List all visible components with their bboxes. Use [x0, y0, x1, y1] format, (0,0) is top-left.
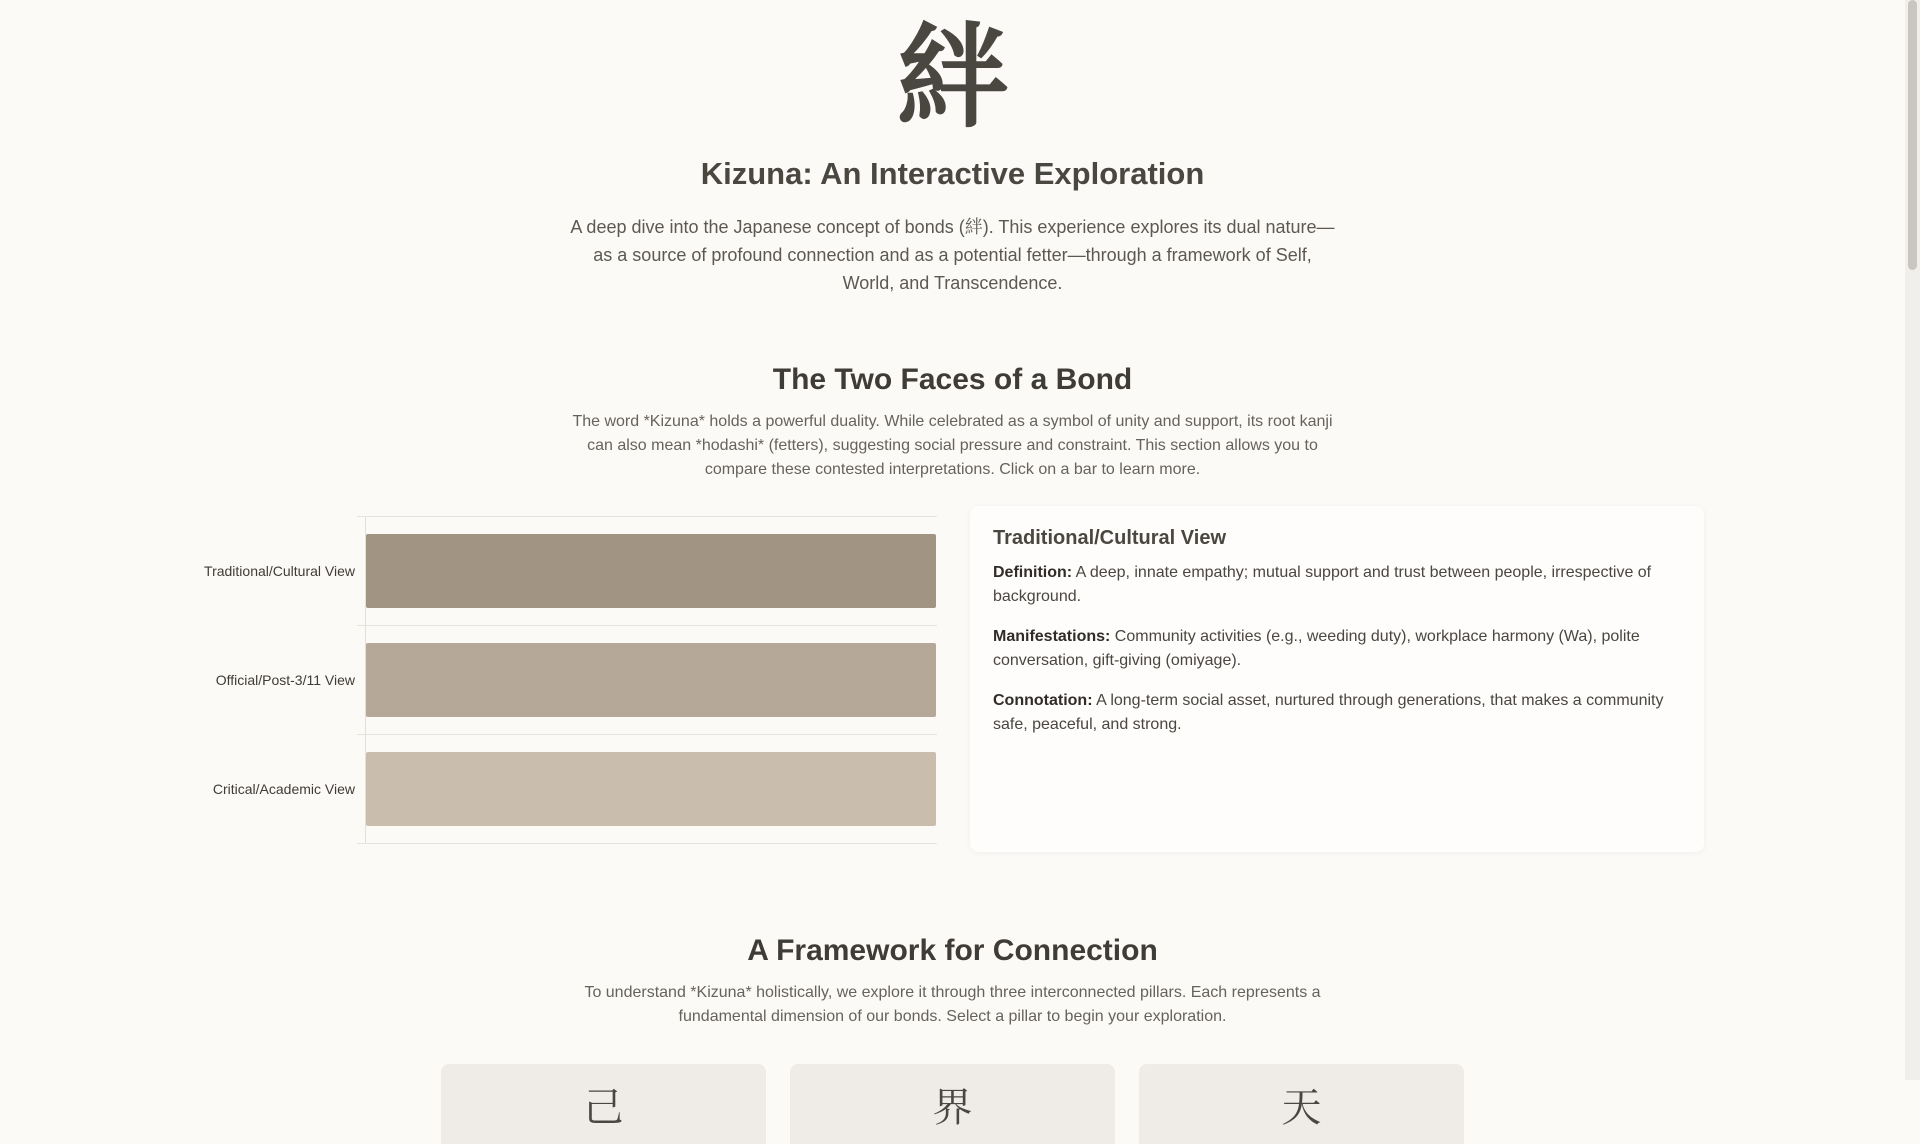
pillar-card-transcendence[interactable] — [1139, 1064, 1464, 1144]
two-faces-title: The Two Faces of a Bond — [772, 363, 1133, 396]
definition-label: Definition: — [993, 564, 1073, 581]
pillar-card-world[interactable] — [790, 1064, 1115, 1144]
chart-gridline — [357, 843, 937, 844]
interpretation-detail-card — [970, 506, 1704, 852]
bar-critical-academic-view[interactable] — [366, 752, 936, 826]
hero-description: A deep dive into the Japanese concept of bonds (絆). This experience explores its dual nature—as a source of profound connection and as a potential fetter—through a framework of Self, World, and Transcendence. — [570, 217, 1335, 293]
two-faces-section — [0, 516, 1905, 866]
framework-description: To understand *Kizuna* holistically, we explore it through three interconnected pillars. Each represents a fundamental dimension of our bonds. Select a pillar to begin your exploration. — [584, 984, 1321, 1025]
page-scrollbar[interactable] — [1905, 0, 1920, 1080]
page-title: Kizuna: An Interactive Exploration — [700, 156, 1205, 191]
definition-text: A deep, innate empathy; mutual support and trust between people, irrespective of background. — [993, 564, 1652, 605]
two-faces-description: The word *Kizuna* holds a powerful duality. While celebrated as a symbol of unity and support, its root kanji can also mean *hodashi* (fetters), suggesting social pressure and constraint. This section allows you to compare these contested interpretations. Click on a bar to learn more. — [572, 413, 1333, 478]
framework-title: A Framework for Connection — [747, 934, 1158, 967]
connotation-label: Connotation: — [993, 692, 1093, 709]
pillar-cards — [0, 1064, 1905, 1144]
bar-label: Critical/Academic View — [212, 780, 355, 797]
detail-title: Traditional/Cultural View — [993, 527, 1227, 549]
chart-gridline — [357, 625, 937, 626]
chart-gridline — [357, 516, 937, 517]
interpretation-bar-chart — [160, 516, 940, 846]
pillar-kanji-world: 界 — [932, 1085, 973, 1131]
detail-definition — [993, 561, 1680, 609]
pillar-kanji-self: 己 — [583, 1085, 624, 1131]
scrollbar-thumb[interactable] — [1908, 0, 1917, 270]
pillar-card-self[interactable] — [441, 1064, 766, 1144]
pillar-kanji-transcendence: 天 — [1281, 1085, 1322, 1131]
chart-gridline — [357, 734, 937, 735]
detail-connotation — [993, 689, 1680, 737]
hero-kanji: 絆 — [896, 13, 1009, 143]
bar-label: Official/Post-3/11 View — [215, 671, 355, 688]
connotation-text: A long-term social asset, nurtured through generations, that makes a community safe, peaceful, and strong. — [993, 692, 1664, 733]
manifestations-label: Manifestations: — [993, 628, 1111, 645]
detail-manifestations — [993, 625, 1680, 673]
bar-official-post-3-11-view[interactable] — [366, 643, 936, 717]
bar-label: Traditional/Cultural View — [204, 562, 355, 579]
manifestations-text: Community activities (e.g., weeding duty), workplace harmony (Wa), polite conversation, gift-giving (omiyage). — [993, 628, 1640, 669]
bar-traditional-cultural-view[interactable] — [366, 534, 936, 608]
